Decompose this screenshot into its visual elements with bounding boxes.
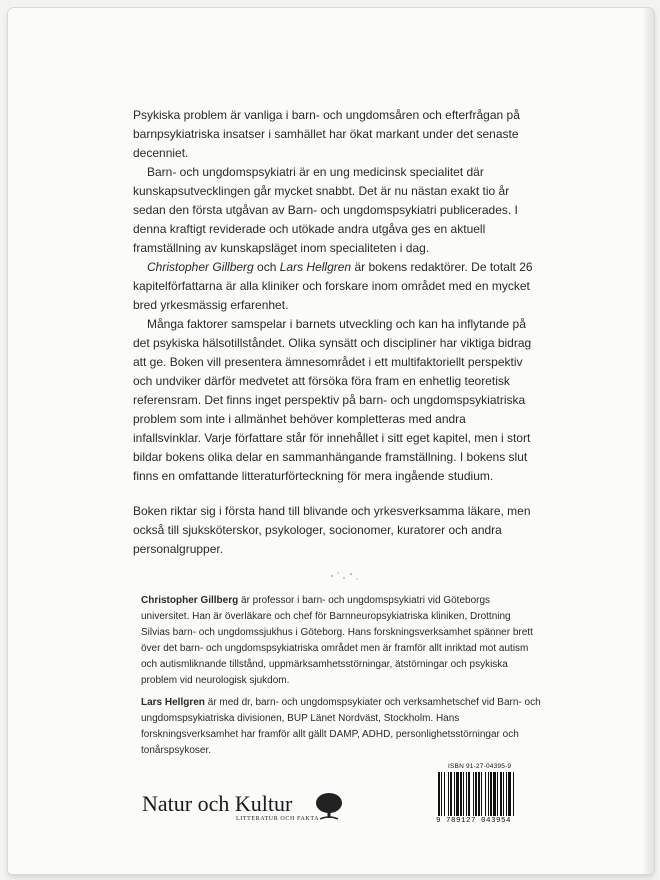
bio-author-name: Christopher Gillberg [141,595,239,606]
bio-author-name: Lars Hellgren [141,697,205,708]
cover-edge [644,8,654,874]
blurb-paragraph-3 [133,258,533,315]
blurb-paragraph-5: Boken riktar sig i första hand till blivande och yrkesverksamma läkare, men också till sjuksköterskor, psykologer, socionomer, kuratorer och andra personalgrupper. [133,504,531,556]
bio-text: är professor i barn- och ungdomspsykiatri vid Göteborgs universitet. Han är överläkare och chef för Barnneuropsykiatriska kliniken, Drottning Silvias barn- och ungdomssjukhus i Göteborg. Hans forskningsverksamhet spänner brett över det barn- och ungdomspsykiatriska området men är framför allt inriktad mot autism och autismliknande tillstånd, uppmärksamhetsstörningar, ätstörningar och psykiska problem vid neurologisk sjukdom. [141,595,533,686]
author-bio-gillberg [141,593,541,689]
publisher-logo [138,791,348,831]
tree-icon [314,792,344,822]
author-bio-hellgren [141,695,541,759]
editor-text: är bokens redaktörer. De totalt 26 kapitelförfattarna är alla kliniker och forskare inom området med en mycket bred yrkesmässig erfarenhet. [133,260,533,312]
editor-name-2: Lars Hellgren [279,260,352,274]
isbn-label: ISBN 91-27-04395-9 [448,763,512,770]
cover-stain [326,566,366,586]
publisher-tagline: LITTERATUR OCH FAKTA [236,816,320,822]
blurb-paragraph-1: Psykiska problem är vanliga i barn- och ungdomsåren och efterfrågan på barnpsykiatriska insatser i samhället har ökat markant under det senaste decenniet. [133,108,520,160]
blurb-paragraph-2: Barn- och ungdomspsykiatri är en ung medicinsk specialitet där kunskapsutvecklingen går mycket snabbt. Det är nu nästan exakt tio år sedan den första utgåvan av Barn- och ungdomspsykiatri publicerades. I denna kraftigt reviderade och utökade andra utgåva ges en aktuell framställning av kunskapsläget inom specialiteten i dag. [133,165,518,255]
editor-and: och [253,260,280,274]
blurb-paragraph-4: Många faktorer samspelar i barnets utveckling och kan ha inflytande på det psykiska hälsotillståndet. Olika synsätt och discipliner har viktiga bidrag att ge. Boken vill presentera ämnesområdet i ett multifaktoriellt perspektiv och undviker därför medvetet att försöka föra fram en enhetlig teoretisk referensram. Det finns inget perspektiv på barn- och ungdomspsykiatriska problem som inte i allmänhet behöver kompletteras med andra infallsvinklar. Varje författare står för innehållet i sitt eget kapitel, men i stort bildar bokens olika delar en sammanhängande framställning. I bokens slut finns en omfattande litteraturförteckning för mera ingående studium. [133,317,532,483]
book-back-cover [8,8,654,874]
isbn-barcode-block [436,763,544,825]
barcode [436,772,544,816]
blurb-text [133,106,533,559]
publisher-name: Natur och Kultur [142,791,293,816]
editor-name-1: Christopher Gillberg [147,260,254,274]
bio-text: är med dr, barn- och ungdomspsykiater och verksamhetschef vid Barn- och ungdomspsykiatriska divisionen, BUP Länet Nordväst, Stockholm. Hans forskningsverksamhet har framför allt gällt DAMP, ADHD, personlighetsstörningar och tonårspsykoser. [141,697,541,756]
barcode-digits: 9 789127 043954 [436,817,512,825]
